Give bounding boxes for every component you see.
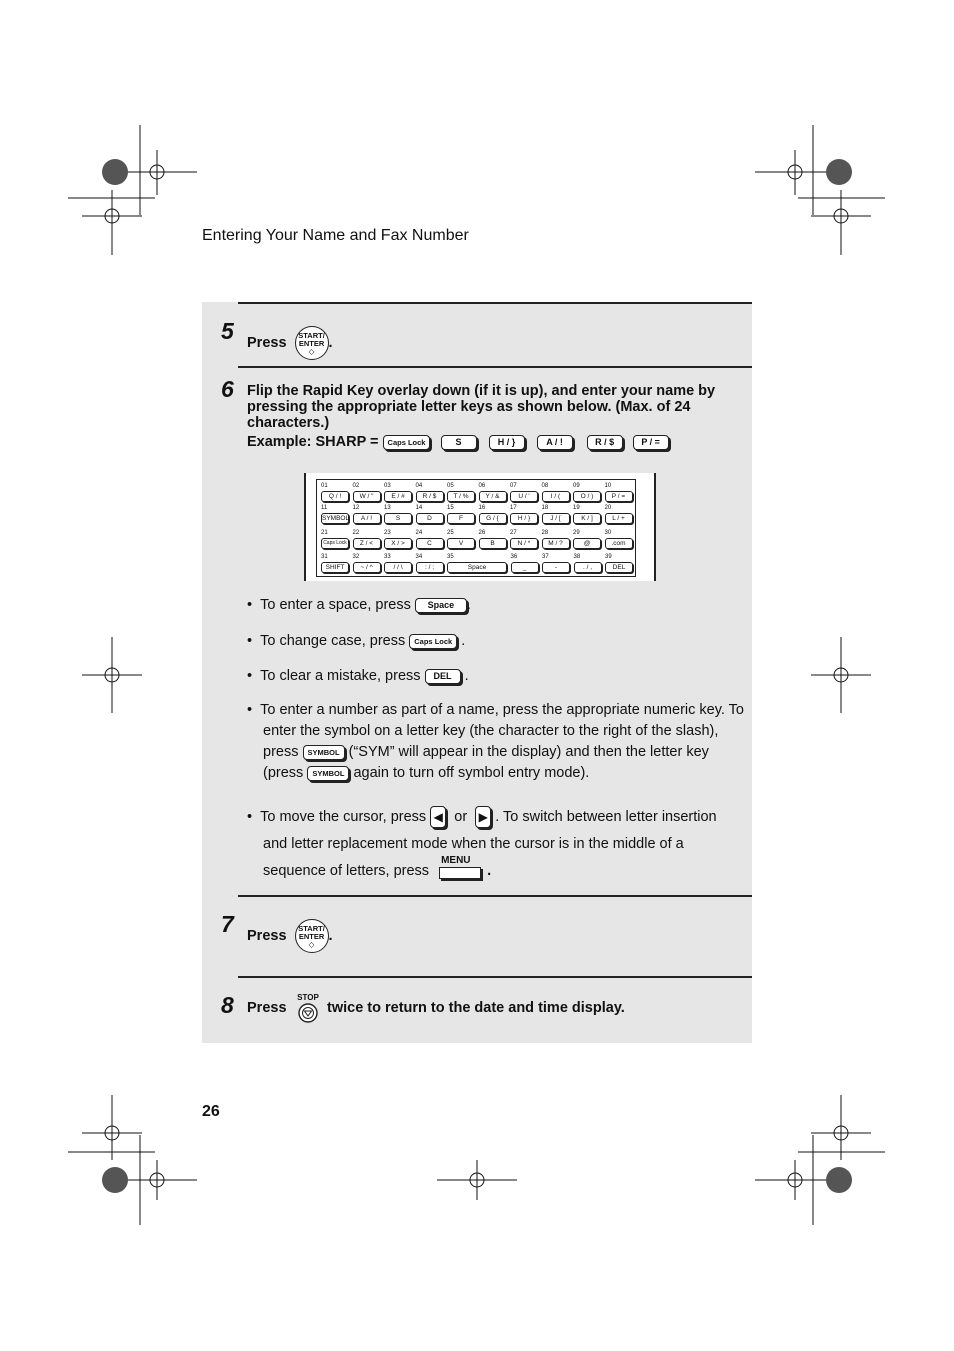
key-number-02: 02 [352, 483, 360, 489]
stop-icon [297, 1002, 319, 1024]
rapid-key-31[interactable]: SHIFT [321, 562, 349, 573]
key-number-13: 13 [384, 505, 391, 511]
stop-button[interactable]: STOP [296, 993, 320, 1029]
rapid-key-15[interactable]: F [447, 513, 475, 524]
rule-8 [238, 976, 752, 978]
rule-7 [238, 895, 752, 897]
key-number-39: 39 [605, 554, 612, 560]
page-number: 26 [202, 1103, 220, 1120]
step-8-press: Press [247, 1000, 287, 1016]
example-key-s: S [441, 435, 477, 450]
rule-6 [238, 366, 752, 368]
rapid-key-27[interactable]: N / * [510, 538, 538, 549]
rapid-key-20[interactable]: L / + [605, 513, 633, 524]
rapid-key-07[interactable]: U / ' [510, 491, 538, 502]
key-number-08: 08 [541, 483, 549, 489]
key-number-32: 32 [352, 554, 360, 560]
rapid-key-30[interactable]: .com [605, 538, 633, 549]
bullet-case: • To change case, press Caps Lock . [247, 633, 466, 649]
step-5-press: Press [247, 334, 287, 351]
rapid-key-23[interactable]: X / > [384, 538, 412, 549]
key-number-27: 27 [510, 530, 517, 536]
capslock-key: Caps Lock [409, 634, 457, 649]
symbol-key: SYMBOL [303, 745, 345, 760]
rapid-key-37[interactable]: - [542, 562, 570, 573]
rapid-key-22[interactable]: Z / < [353, 538, 381, 549]
key-number-09: 09 [573, 483, 580, 489]
key-number-05: 05 [447, 483, 454, 489]
rapid-key-34[interactable]: : / ; [416, 562, 444, 573]
symbol-key-2: SYMBOL [307, 766, 349, 781]
rapid-key-13[interactable]: S [384, 513, 412, 524]
rapid-key-32[interactable]: ~ / ^ [353, 562, 381, 573]
menu-key: MENU [439, 864, 483, 878]
key-number-21: 21 [321, 530, 328, 536]
key-number-33: 33 [384, 554, 391, 560]
key-number-36: 36 [510, 554, 518, 560]
step-5-number: 5 [221, 318, 234, 344]
space-key: Space [415, 598, 467, 613]
step-6-number: 6 [221, 376, 234, 402]
rapid-key-33[interactable]: / / \ [384, 562, 412, 573]
example-key-capslock: Caps Lock [383, 435, 431, 450]
step-8-number: 8 [221, 992, 234, 1018]
key-number-01: 01 [321, 483, 328, 489]
key-number-38: 38 [573, 554, 581, 560]
key-number-04: 04 [415, 483, 423, 489]
key-number-22: 22 [352, 530, 360, 536]
rapid-key-04[interactable]: R / $ [416, 491, 444, 502]
rapid-key-09[interactable]: O / ) [573, 491, 601, 502]
key-number-15: 15 [447, 505, 454, 511]
rule-top [238, 302, 752, 304]
right-arrow-icon: ▶ [475, 806, 491, 828]
key-number-14: 14 [415, 505, 423, 511]
bullet-number: • To enter a number as part of a name, press the appropriate numeric key. To enter the symbol on a letter key (the character to the right of the slash), press SYMBOL (“SYM” will appear in the display) and then the letter key (press SYMBOL again to turn off symbol entry mode). [247, 702, 745, 781]
rapid-key-21[interactable]: Caps Lock [321, 538, 349, 549]
rapid-key-39[interactable]: DEL [605, 562, 633, 573]
bullet-space: • To enter a space, press Space . [247, 597, 471, 613]
rapid-key-10[interactable]: P / = [605, 491, 633, 502]
step-8-text: twice to return to the date and time display. [327, 1000, 625, 1016]
bullet-cursor: • To move the cursor, press ◀ or ▶ . To switch between letter insertion and letter replacement mode when the cursor is in the middle of a sequence of letters, press MENU . [247, 804, 717, 885]
key-number-30: 30 [604, 530, 612, 536]
example-key-h: H / } [489, 435, 525, 450]
key-number-18: 18 [541, 505, 549, 511]
key-number-29: 29 [573, 530, 580, 536]
key-number-07: 07 [510, 483, 517, 489]
key-number-37: 37 [542, 554, 549, 560]
rapid-key-14[interactable]: D [416, 513, 444, 524]
step-7-number: 7 [221, 911, 234, 937]
rapid-key-overlay [304, 473, 656, 581]
rapid-key-06[interactable]: Y / & [479, 491, 507, 502]
rapid-key-03[interactable]: E / # [384, 491, 412, 502]
rapid-key-19[interactable]: K / ] [573, 513, 601, 524]
key-number-24: 24 [415, 530, 423, 536]
start-enter-button-2[interactable]: START/ ENTER ◇ [295, 919, 329, 953]
rapid-key-18[interactable]: J / [ [542, 513, 570, 524]
page-header: Entering Your Name and Fax Number [202, 227, 469, 244]
rapid-key-05[interactable]: T / % [447, 491, 475, 502]
example-key-p: P / = [633, 435, 669, 450]
key-number-03: 03 [384, 483, 391, 489]
rapid-key-25[interactable]: V [447, 538, 475, 549]
key-number-12: 12 [352, 505, 360, 511]
rapid-key-26[interactable]: B [479, 538, 507, 549]
rapid-key-28[interactable]: M / ? [542, 538, 570, 549]
rapid-key-24[interactable]: C [416, 538, 444, 549]
rapid-key-29[interactable]: @ [573, 538, 601, 549]
example-key-r: R / $ [587, 435, 623, 450]
key-number-35: 35 [447, 554, 454, 560]
key-number-28: 28 [541, 530, 549, 536]
del-key: DEL [425, 669, 461, 684]
rapid-key-36[interactable]: _ [511, 562, 539, 573]
key-number-23: 23 [384, 530, 391, 536]
key-number-26: 26 [478, 530, 486, 536]
key-number-31: 31 [321, 554, 328, 560]
key-number-19: 19 [573, 505, 580, 511]
example-row: Example: SHARP = Caps Lock S H / } A / ! R / $ P / = [247, 434, 669, 450]
key-number-20: 20 [604, 505, 612, 511]
key-number-16: 16 [478, 505, 486, 511]
rapid-key-16[interactable]: G / { [479, 513, 507, 524]
example-key-a: A / ! [537, 435, 573, 450]
rapid-key-02[interactable]: W / " [353, 491, 381, 502]
start-enter-button[interactable]: START/ ENTER ◇ [295, 326, 329, 360]
rapid-key-grid [316, 479, 636, 577]
step-7-text: Press START/ ENTER ◇. [247, 919, 333, 953]
rapid-key-11[interactable]: SYMBOL [322, 515, 350, 522]
step-6-text: Flip the Rapid Key overlay down (if it is up), and enter your name by pressing the appropriate letter keys as shown below. (Max. of 24 characters.) [247, 383, 716, 431]
bullet-delete: • To clear a mistake, press DEL . [247, 668, 469, 684]
rapid-key-35[interactable]: Space [447, 562, 507, 573]
rapid-key-38[interactable]: . / , [574, 562, 602, 573]
rapid-key-12[interactable]: A / ! [353, 513, 381, 524]
key-number-10: 10 [604, 483, 612, 489]
rapid-key-01[interactable]: Q / ! [321, 491, 349, 502]
rapid-key-17[interactable]: H / } [510, 513, 538, 524]
step-5-text: Press START/ ENTER ◇. [247, 326, 333, 360]
key-number-34: 34 [415, 554, 423, 560]
key-number-06: 06 [478, 483, 486, 489]
key-number-25: 25 [447, 530, 454, 536]
left-arrow-icon: ◀ [430, 806, 446, 828]
key-number-17: 17 [510, 505, 517, 511]
key-number-11: 11 [321, 505, 328, 511]
rapid-key-08[interactable]: I / ( [542, 491, 570, 502]
